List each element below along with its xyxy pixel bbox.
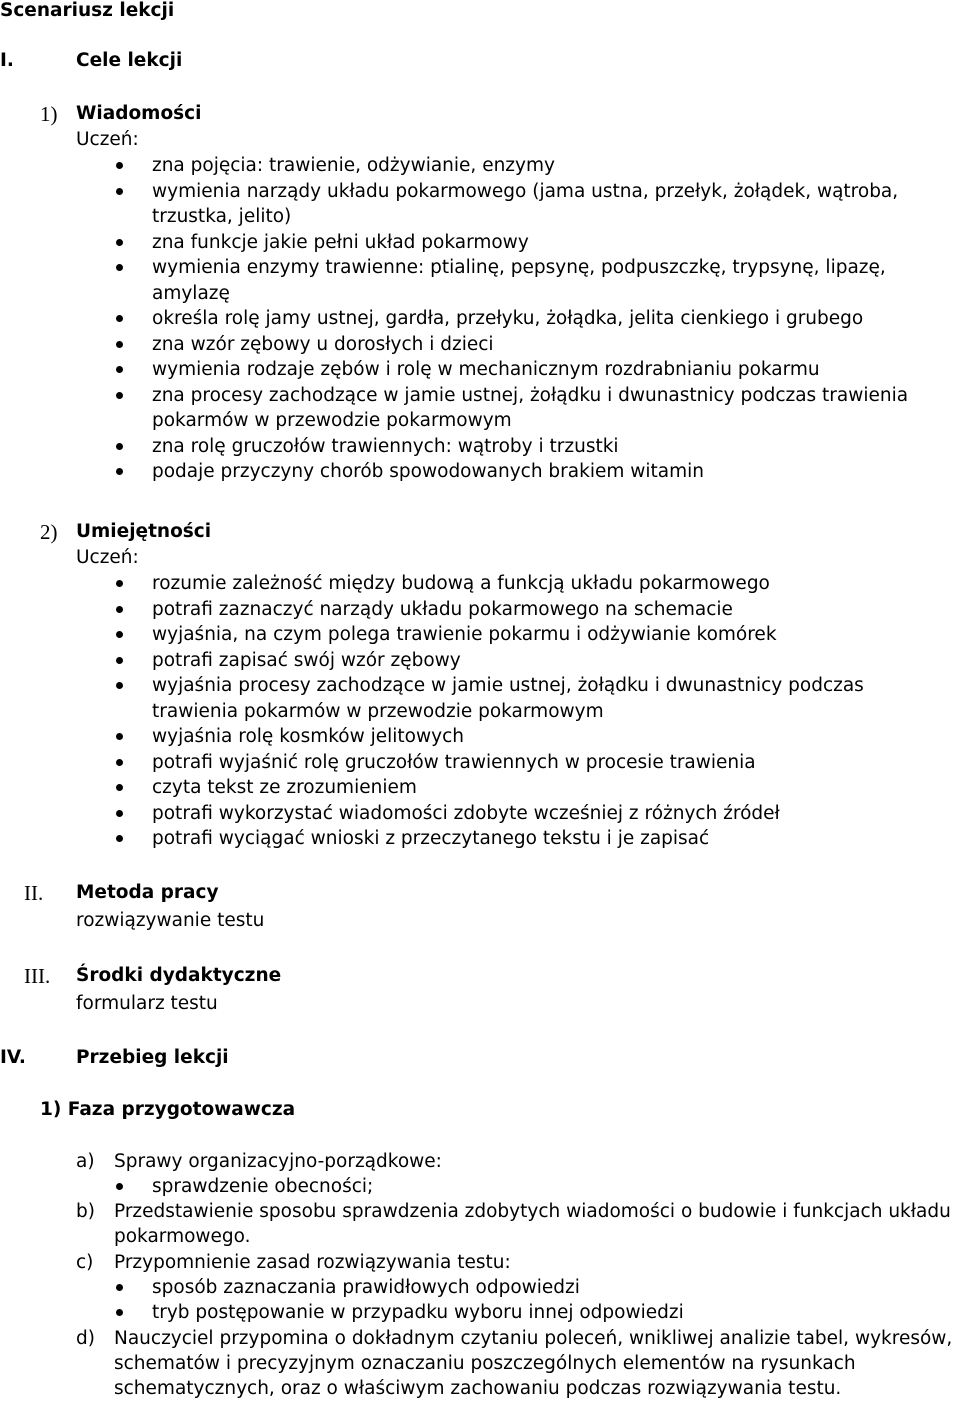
bullet-icon [116,1183,123,1190]
bullet-icon [116,606,123,613]
list-item-line: zna wzór zębowy u dorosłych i dzieci [152,333,494,355]
list-item-line: trawienia pokarmów w przewodzie pokarmowym [152,700,604,722]
list-item-line: potrafi wyjaśnić rolę gruczołów trawiennych w procesie trawienia [152,751,756,773]
bullet-icon [116,315,123,322]
list-item-line: potrafi zapisać swój wzór zębowy [152,649,461,671]
item-b-line: pokarmowego. [114,1226,251,1247]
list-item-line: zna funkcje jakie pełni układ pokarmowy [152,231,529,253]
bullet-icon [116,443,123,450]
item-a-text: Sprawy organizacyjno-porządkowe: [114,1151,442,1172]
item-c-letter: c) [76,1252,94,1273]
list-item-line: potrafi wykorzystać wiadomości zdobyte wcześniej z różnych źródeł [152,802,780,824]
bullet-icon [116,341,123,348]
section-3-text: formularz testu [76,993,218,1014]
list-item-line: podaje przyczyny chorób spowodowanych brakiem witamin [152,461,704,482]
item-d-letter: d) [76,1328,95,1349]
item-d-line: schematów i precyzyjnym oznaczaniu poszczególnych elementów na rysunkach [114,1353,856,1374]
list-item-line: wymienia enzymy trawienne: ptialinę, pepsynę, podpuszczkę, trypsynę, lipazę, [152,257,886,278]
list-item-line: trzustka, jelito) [152,206,292,227]
phase-1-heading: 1) Faza przygotowawcza [40,1099,296,1120]
umiejetnosci-number: 2) [40,520,58,544]
item-a-bullet: sprawdzenie obecności; [152,1176,374,1197]
list-item-line: wyjaśnia procesy zachodzące w jamie ustnej, żołądku i dwunastnicy podczas [152,675,864,696]
document-title: Scenariusz lekcji [0,0,175,21]
item-d-line: schematycznych, oraz o właściwym zachowaniu podczas rozwiązywania testu. [114,1378,842,1399]
list-item-line: zna procesy zachodzące w jamie ustnej, żołądku i dwunastnicy podczas trawienia [152,384,909,406]
section-4-heading: Przebieg lekcji [76,1047,229,1068]
list-item-line: wyjaśnia rolę kosmków jelitowych [152,726,464,747]
section-3-heading: Środki dydaktyczne [76,965,282,986]
bullet-icon [116,392,123,399]
bullet-icon [116,162,123,169]
umiejetnosci-heading: Umiejętności [76,521,212,542]
list-item-line: rozumie zależność między budową a funkcją układu pokarmowego [152,573,770,594]
list-item-line: wymienia rodzaje zębów i rolę w mechanicznym rozdrabnianiu pokarmu [152,359,820,380]
bullet-icon [116,784,123,791]
umiejetnosci-subject: Uczeń: [76,547,139,568]
list-item-line: potrafi wyciągać wnioski z przeczytanego tekstu i je zapisać [152,828,710,849]
list-item-line: zna rolę gruczołów trawiennych: wątroby i trzustki [152,435,619,457]
list-item-line: zna pojęcia: trawienie, odżywianie, enzymy [152,155,555,176]
bullet-icon [116,835,123,842]
item-c-bullet: sposób zaznaczania prawidłowych odpowiedzi [152,1277,580,1298]
list-item-line: potrafi zaznaczyć narządy układu pokarmowego na schemacie [152,598,733,620]
section-1-heading: Cele lekcji [76,50,183,71]
bullet-icon [116,810,123,817]
list-item-line: wyjaśnia, na czym polega trawienie pokarmu i odżywianie komórek [152,624,777,645]
bullet-icon [116,264,123,271]
wiadomosci-number: 1) [40,102,58,126]
bullet-icon [116,239,123,246]
bullet-icon [116,468,123,475]
item-c-bullet: tryb postępowanie w przypadku wyboru innej odpowiedzi [152,1302,684,1323]
section-2-text: rozwiązywanie testu [76,910,265,931]
bullet-icon [116,1309,123,1316]
item-d-line: Nauczyciel przypomina o dokładnym czytaniu poleceń, wnikliwej analizie tabel, wykresów, [114,1328,953,1349]
item-b-line: Przedstawienie sposobu sprawdzenia zdobytych wiadomości o budowie i funkcjach układu [114,1201,951,1222]
list-item-line: czyta tekst ze zrozumieniem [152,777,417,798]
list-item-line: pokarmów w przewodzie pokarmowym [152,410,512,431]
section-3-number: III. [24,964,51,988]
list-item-line: określa rolę jamy ustnej, gardła, przełyku, żołądka, jelita cienkiego i grubego [152,308,864,329]
bullet-icon [116,1284,123,1291]
list-item-line: wymienia narządy układu pokarmowego (jama ustna, przełyk, żołądek, wątroba, [152,180,899,202]
bullet-icon [116,682,123,689]
section-2-heading: Metoda pracy [76,882,219,903]
item-b-letter: b) [76,1201,95,1222]
bullet-icon [116,631,123,638]
bullet-icon [116,188,123,195]
item-a-letter: a) [76,1151,95,1172]
list-item-line: amylazę [152,282,230,304]
section-4-number: IV. [0,1047,26,1068]
bullet-icon [116,657,123,664]
section-1-number: I. [0,50,14,71]
bullet-icon [116,733,123,740]
wiadomosci-heading: Wiadomości [76,103,202,124]
item-c-text: Przypomnienie zasad rozwiązywania testu: [114,1252,511,1273]
bullet-icon [116,366,123,373]
wiadomosci-subject: Uczeń: [76,129,139,150]
bullet-icon [116,580,123,587]
bullet-icon [116,759,123,766]
section-2-number: II. [24,881,44,905]
